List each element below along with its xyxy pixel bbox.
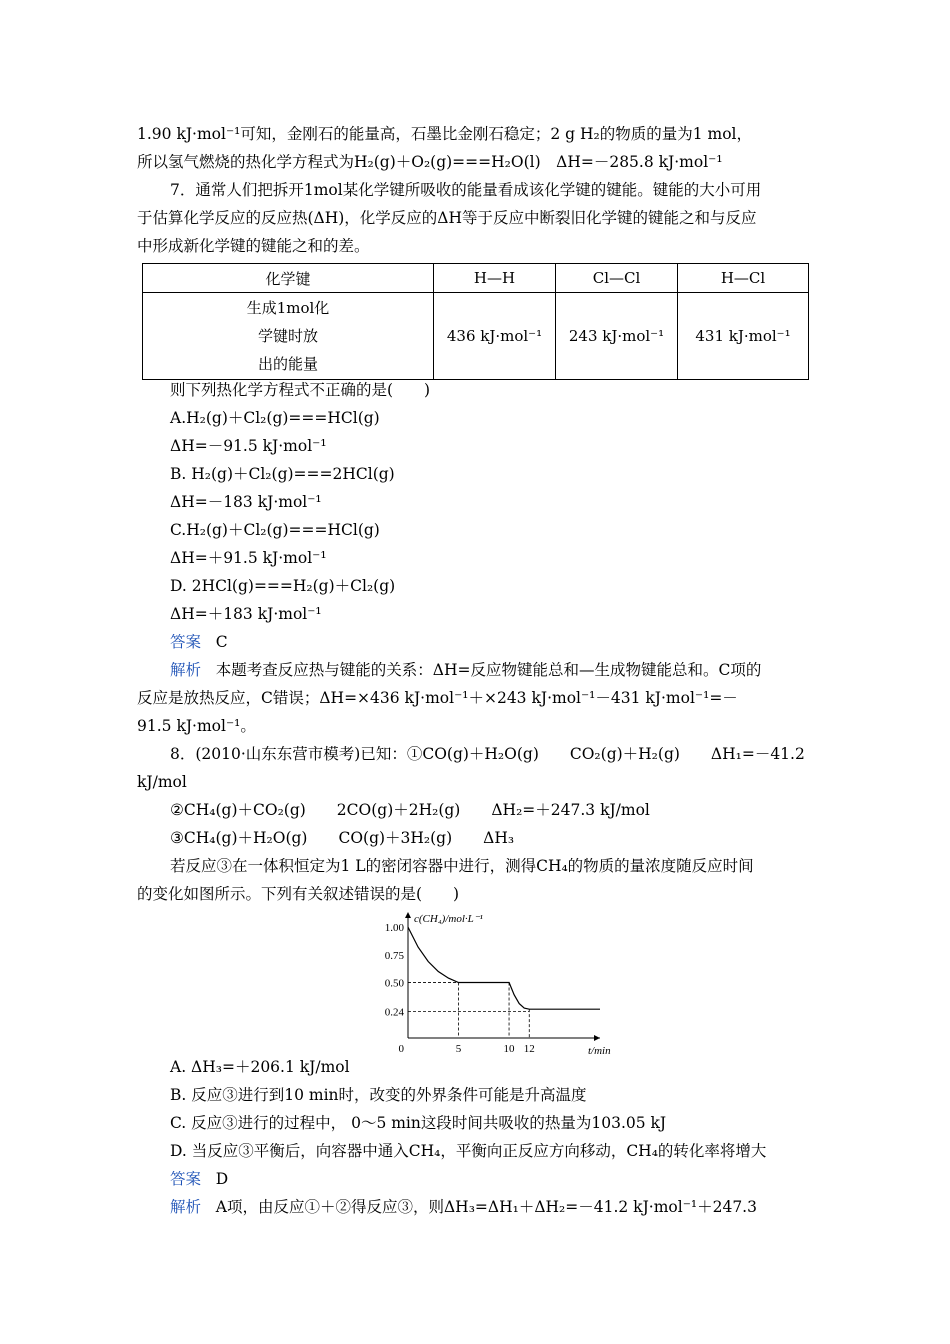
y-axis-label: c(CH₄)/mol·L⁻¹ (414, 913, 483, 925)
answer-7 (170, 632, 228, 652)
explanation-7 (170, 660, 761, 680)
question-7: 7．通常人们把拆开1mol某化学键所吸收的能量看成该化学键的键能。键能的大小可用 (170, 181, 762, 199)
option-b: B. 反应③进行到10 min时，改变的外界条件可能是升高温度 (170, 1086, 587, 1104)
question-7-prompt: 则下列热化学方程式不正确的是( ) (170, 381, 431, 399)
table-header: Cl—Cl (556, 264, 678, 293)
answer-value: C (215, 633, 228, 651)
row-label-line: 学键时放 (257, 327, 318, 345)
explanation-label: 解析 (170, 1198, 202, 1216)
text-line: 所以氢气燃烧的热化学方程式为H₂(g)＋O₂(g)===H₂O(l) ΔH=－285.8 kJ·mol⁻¹ (137, 153, 723, 171)
x-tick-label: 10 (503, 1043, 515, 1055)
table-row-label (143, 293, 434, 380)
answer-label: 答案 (170, 1170, 202, 1188)
text-line: 中形成新化学键的键能之和的差。 (137, 237, 370, 255)
x-axis-arrow (594, 1035, 600, 1041)
chart-group (385, 912, 611, 1056)
table-cell: 431 kJ·mol⁻¹ (678, 293, 809, 380)
x-axis-label: t/min (588, 1045, 611, 1056)
text-line: 反应是放热反应，C错误；ΔH=×436 kJ·mol⁻¹＋×243 kJ·mol⁻¹－431 kJ·mol⁻¹=－ (137, 689, 738, 707)
x-tick-label: 5 (455, 1043, 462, 1055)
row-label-line: 生成1mol化 (246, 299, 330, 317)
y-tick-label: 0.75 (384, 949, 404, 962)
text-line: 于估算化学反应的反应热(ΔH)，化学反应的ΔH等于反应中断裂旧化学键的键能之和与反应 (137, 209, 757, 227)
option-c: C.H₂(g)＋Cl₂(g)===HCl(g) (170, 521, 380, 539)
table-header: 化学键 (143, 264, 434, 293)
text-line: 的变化如图所示。下列有关叙述错误的是( ) (137, 885, 460, 903)
y-tick-label: 0.50 (384, 977, 404, 990)
text-line: 1.90 kJ·mol⁻¹可知，金刚石的能量高，石墨比金刚石稳定；2 g H₂的物质的量为1 mol， (137, 125, 752, 143)
ch4-concentration-chart (372, 906, 612, 1056)
row-label-line: 出的能量 (257, 355, 318, 373)
answer-value: D (215, 1170, 229, 1188)
y-axis-arrow (405, 912, 411, 918)
text-line: kJ/mol (137, 773, 187, 791)
reaction-3: ③CH₄(g)＋H₂O(g) CO(g)＋3H₂(g) ΔH₃ (170, 829, 515, 847)
question-8: 8．(2010·山东东营市模考)已知：①CO(g)＋H₂O(g) CO₂(g)＋H₂(g) ΔH₁=－41.2 (170, 745, 805, 763)
option-b-dh: ΔH=－183 kJ·mol⁻¹ (170, 493, 322, 511)
reaction-2: ②CH₄(g)＋CO₂(g) 2CO(g)＋2H₂(g) ΔH₂=＋247.3 kJ/mol (170, 801, 650, 819)
answer-8 (170, 1169, 228, 1189)
ch4-curve (408, 927, 600, 1009)
x-tick-label: 0 (398, 1043, 404, 1055)
option-c-dh: ΔH=＋91.5 kJ·mol⁻¹ (170, 549, 327, 567)
table-cell: 436 kJ·mol⁻¹ (434, 293, 556, 380)
y-tick-label: 1.00 (384, 922, 404, 935)
option-a-dh: ΔH=－91.5 kJ·mol⁻¹ (170, 437, 327, 455)
explanation-text: A项，由反应①＋②得反应③，则ΔH₃=ΔH₁＋ΔH₂=－41.2 kJ·mol⁻¹＋247.3 (215, 1198, 757, 1216)
y-tick-label: 0.24 (384, 1006, 404, 1019)
x-tick-label: 12 (523, 1043, 535, 1055)
bond-energy-table (142, 263, 809, 380)
answer-label: 答案 (170, 633, 202, 651)
table-cell: 243 kJ·mol⁻¹ (556, 293, 678, 380)
option-a: A. ΔH₃=＋206.1 kJ/mol (170, 1058, 350, 1076)
option-d: D. 2HCl(g)===H₂(g)＋Cl₂(g) (170, 577, 396, 595)
explanation-8 (170, 1197, 757, 1217)
table-header: H—Cl (678, 264, 809, 293)
option-d: D. 当反应③平衡后，向容器中通入CH₄，平衡向正反应方向移动，CH₄的转化率将增大 (170, 1142, 767, 1160)
explanation-label: 解析 (170, 661, 202, 679)
explanation-text: 本题考查反应热与键能的关系：ΔH=反应物键能总和—生成物键能总和。C项的 (215, 661, 762, 679)
table-header: H—H (434, 264, 556, 293)
text-line: 91.5 kJ·mol⁻¹。 (137, 717, 256, 735)
option-d-dh: ΔH=＋183 kJ·mol⁻¹ (170, 605, 322, 623)
option-c: C. 反应③进行的过程中， 0～5 min这段时间共吸收的热量为103.05 kJ (170, 1114, 667, 1132)
text-line: 若反应③在一体积恒定为1 L的密闭容器中进行，测得CH₄的物质的量浓度随反应时间 (170, 857, 754, 875)
option-a: A.H₂(g)＋Cl₂(g)===HCl(g) (170, 409, 380, 427)
option-b: B. H₂(g)＋Cl₂(g)===2HCl(g) (170, 465, 395, 483)
